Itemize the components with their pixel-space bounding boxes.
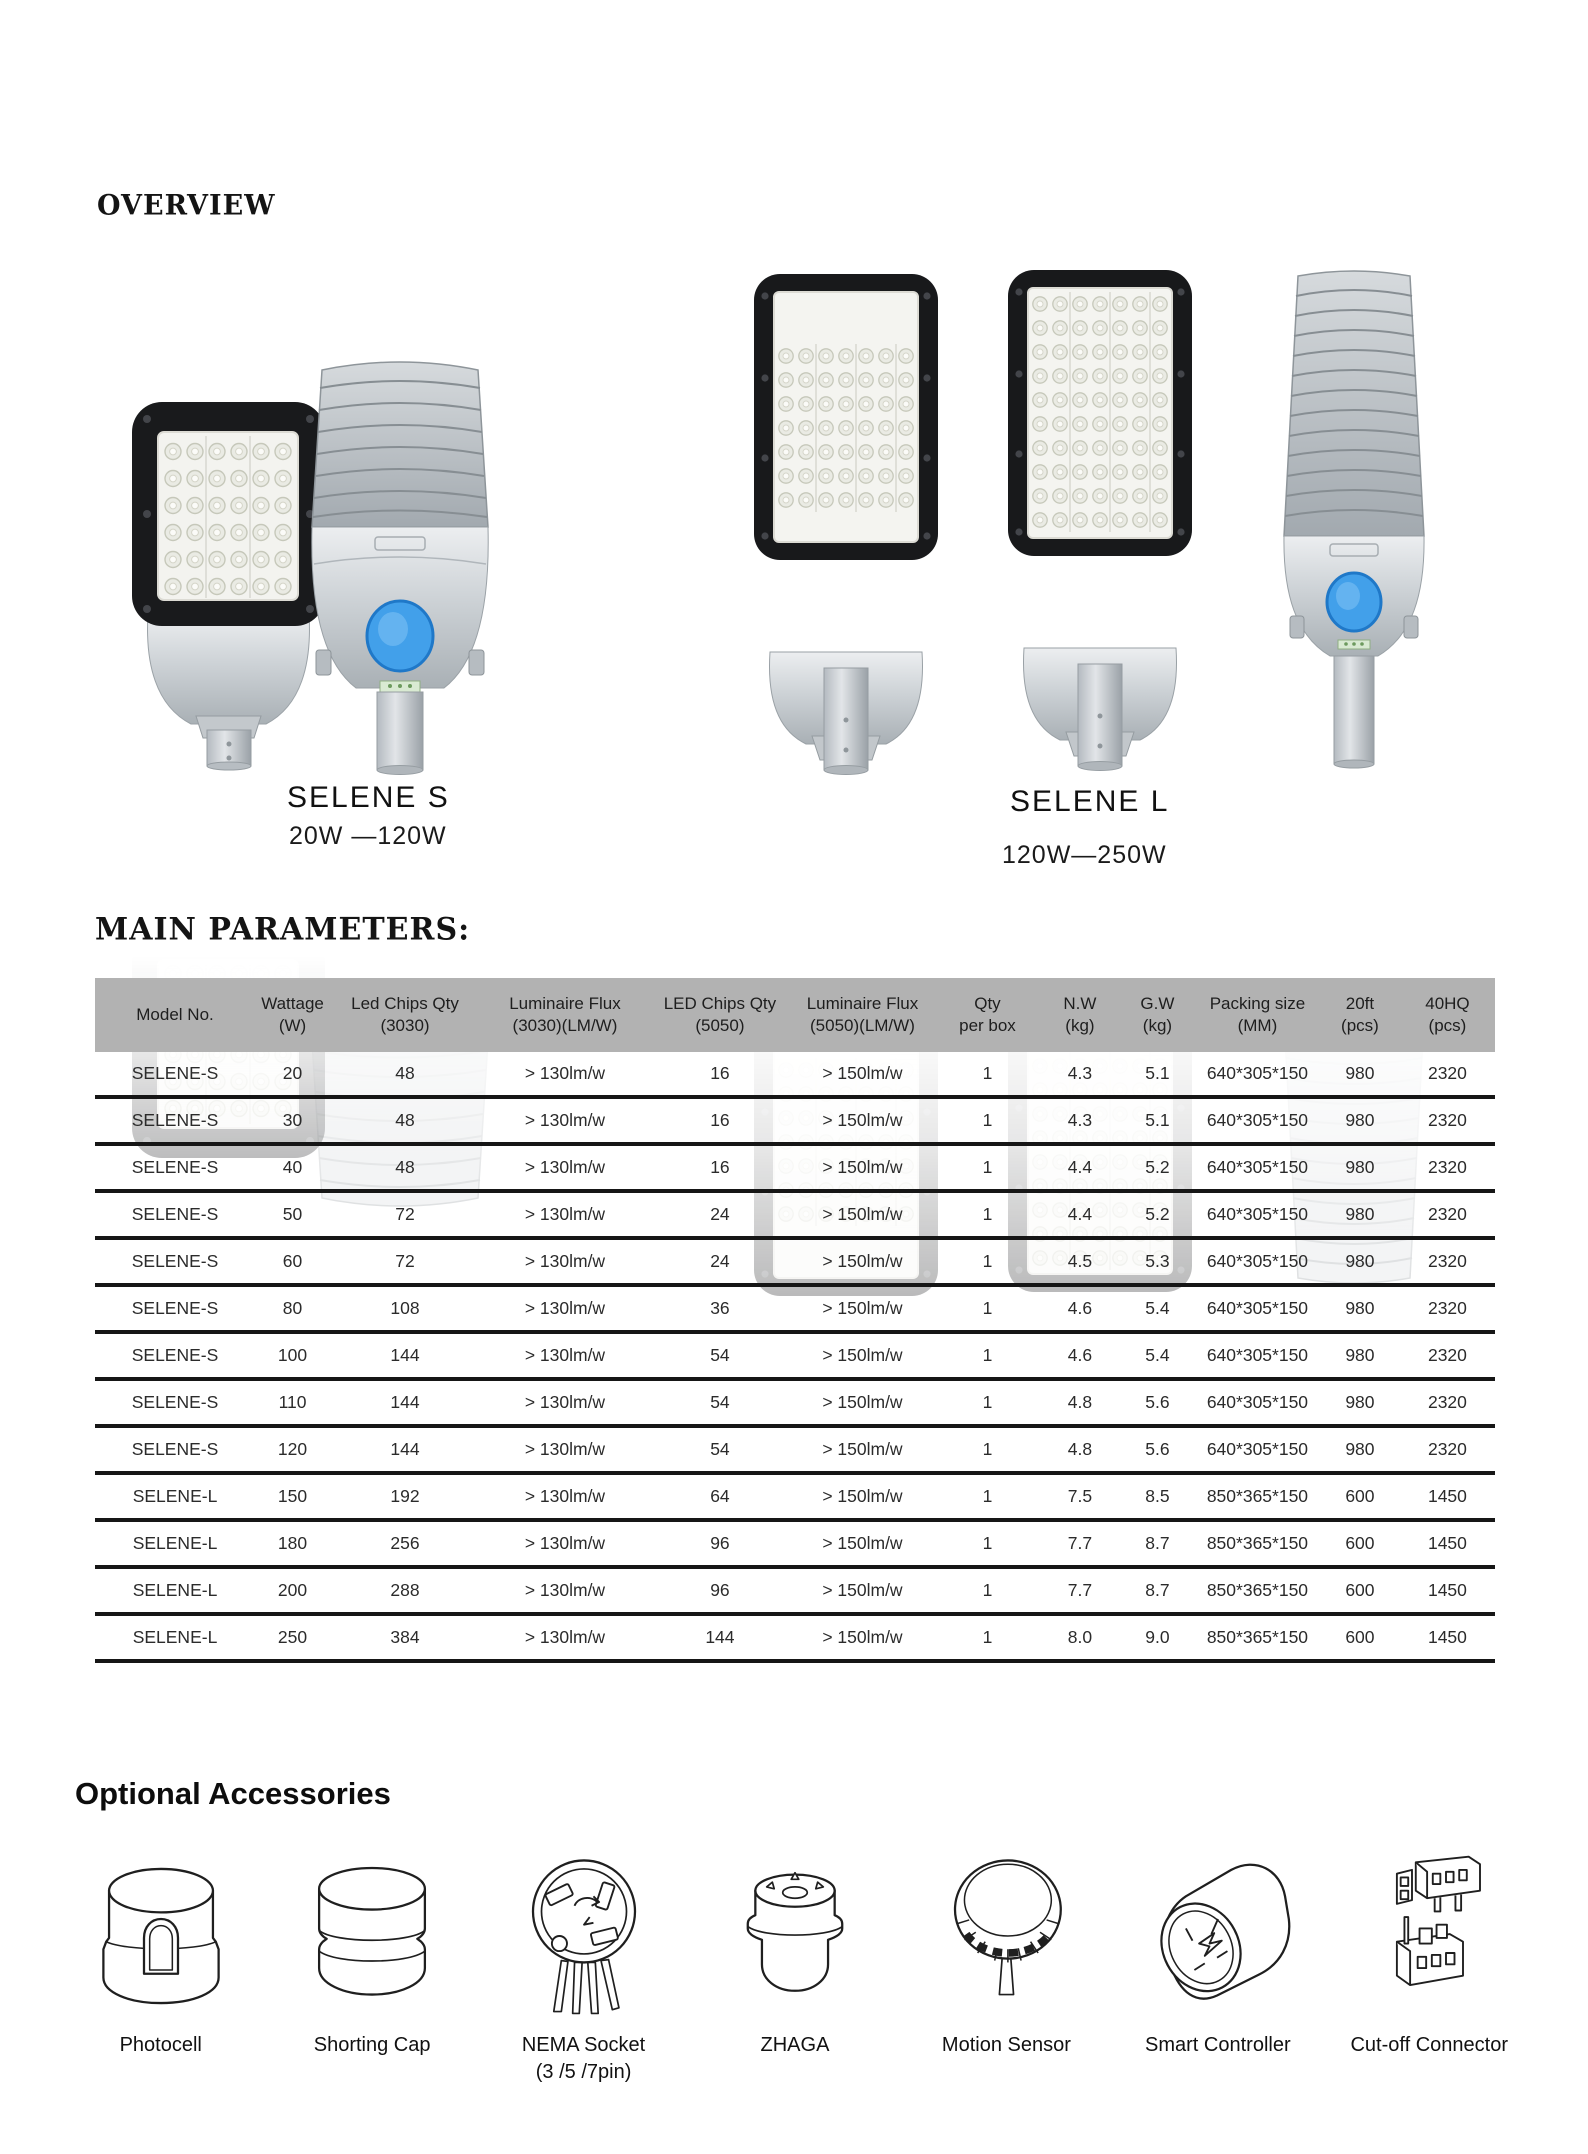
table-cell: 1	[935, 1473, 1040, 1520]
table-cell: > 150lm/w	[790, 1285, 935, 1332]
table-cell: 850*365*150	[1195, 1567, 1320, 1614]
table-cell: 8.7	[1120, 1520, 1195, 1567]
table-cell: 5.3	[1120, 1238, 1195, 1285]
table-row	[95, 1238, 1495, 1285]
table-row	[95, 1567, 1495, 1614]
table-cell: > 130lm/w	[480, 1473, 650, 1520]
table-row	[95, 1144, 1495, 1191]
table-cell: > 150lm/w	[790, 1567, 935, 1614]
table-cell: 2320	[1400, 1379, 1495, 1426]
table-cell: > 150lm/w	[790, 1614, 935, 1661]
table-row	[95, 1520, 1495, 1567]
table-cell: > 150lm/w	[790, 1332, 935, 1379]
table-cell: 60	[255, 1238, 330, 1285]
table-row	[95, 1191, 1495, 1238]
table-cell: 5.2	[1120, 1144, 1195, 1191]
table-cell: 192	[330, 1473, 480, 1520]
table-cell: 30	[255, 1097, 330, 1144]
table-cell: 50	[255, 1191, 330, 1238]
table-cell: 600	[1320, 1520, 1400, 1567]
table-cell: 200	[255, 1567, 330, 1614]
table-cell: 256	[330, 1520, 480, 1567]
table-cell: 144	[330, 1379, 480, 1426]
selene-l-front-image-2	[1006, 268, 1194, 778]
shorting-cap-icon	[292, 1833, 452, 2021]
accessories-row	[55, 1833, 1535, 2085]
table-cell: 8.0	[1040, 1614, 1120, 1661]
table-cell: 5.2	[1120, 1191, 1195, 1238]
nema-socket-icon	[504, 1833, 664, 2021]
table-cell: 980	[1320, 1238, 1400, 1285]
column-header: Led Chips Qty (3030)	[330, 978, 480, 1052]
table-cell: 4.4	[1040, 1144, 1120, 1191]
table-cell: > 130lm/w	[480, 1520, 650, 1567]
table-cell: 2320	[1400, 1238, 1495, 1285]
table-cell: 80	[255, 1285, 330, 1332]
table-cell: > 150lm/w	[790, 1520, 935, 1567]
table-cell: 1	[935, 1567, 1040, 1614]
table-cell: 850*365*150	[1195, 1473, 1320, 1520]
table-cell: 24	[650, 1191, 790, 1238]
table-cell: 2320	[1400, 1097, 1495, 1144]
table-cell: 2320	[1400, 1285, 1495, 1332]
table-cell: 1450	[1400, 1473, 1495, 1520]
table-cell: > 130lm/w	[480, 1285, 650, 1332]
table-cell: 1	[935, 1144, 1040, 1191]
table-cell: 600	[1320, 1614, 1400, 1661]
column-header: Qty per box	[935, 978, 1040, 1052]
table-cell: > 130lm/w	[480, 1097, 650, 1144]
parameters-table	[95, 978, 1495, 1663]
accessory-photocell	[55, 1833, 266, 2085]
cutoff-connector-icon	[1349, 1833, 1509, 2021]
table-cell: 1	[935, 1238, 1040, 1285]
accessory-smart-controller	[1112, 1833, 1323, 2085]
column-header: Luminaire Flux (3030)(LM/W)	[480, 978, 650, 1052]
table-cell: 980	[1320, 1052, 1400, 1097]
table-header	[95, 978, 1495, 1052]
accessory-label: Shorting Cap	[313, 2034, 431, 2056]
table-cell: 600	[1320, 1473, 1400, 1520]
table-cell: 640*305*150	[1195, 1097, 1320, 1144]
table-cell: > 150lm/w	[790, 1379, 935, 1426]
table-cell: 16	[650, 1052, 790, 1097]
table-cell: 48	[330, 1052, 480, 1097]
table-cell: 1	[935, 1052, 1040, 1097]
table-cell: 5.6	[1120, 1379, 1195, 1426]
table-cell: 1	[935, 1332, 1040, 1379]
accessory-label: ZHAGA	[760, 2034, 830, 2056]
table-cell: 980	[1320, 1379, 1400, 1426]
table-cell: SELENE-S	[95, 1191, 255, 1238]
table-cell: 144	[650, 1614, 790, 1661]
table-row	[95, 1614, 1495, 1661]
table-cell: SELENE-L	[95, 1473, 255, 1520]
table-cell: SELENE-L	[95, 1520, 255, 1567]
table-cell: 100	[255, 1332, 330, 1379]
selene-s-name: SELENE S	[287, 781, 450, 814]
table-cell: 54	[650, 1332, 790, 1379]
table-cell: 9.0	[1120, 1614, 1195, 1661]
accessory-shorting-cap	[266, 1833, 477, 2085]
table-cell: > 150lm/w	[790, 1097, 935, 1144]
table-cell: 600	[1320, 1567, 1400, 1614]
table-cell: 24	[650, 1238, 790, 1285]
table-cell: 250	[255, 1614, 330, 1661]
table-row	[95, 1473, 1495, 1520]
table-cell: 96	[650, 1520, 790, 1567]
table-row	[95, 1426, 1495, 1473]
column-header: LED Chips Qty (5050)	[650, 978, 790, 1052]
table-cell: SELENE-S	[95, 1426, 255, 1473]
table-cell: SELENE-S	[95, 1379, 255, 1426]
table-cell: 288	[330, 1567, 480, 1614]
table-cell: 5.1	[1120, 1097, 1195, 1144]
accessory-zhaga	[689, 1833, 900, 2085]
selene-s-back-image	[280, 352, 520, 781]
accessory-label: Photocell	[119, 2034, 202, 2056]
selene-l-wattage-range: 120W—250W	[1002, 841, 1167, 869]
accessory-label: Smart Controller	[1145, 2034, 1291, 2056]
table-cell: 4.4	[1040, 1191, 1120, 1238]
table-cell: 108	[330, 1285, 480, 1332]
table-cell: 850*365*150	[1195, 1614, 1320, 1661]
table-cell: 640*305*150	[1195, 1379, 1320, 1426]
table-cell: 4.8	[1040, 1426, 1120, 1473]
smart-controller-icon	[1138, 1833, 1298, 2021]
column-header: Wattage (W)	[255, 978, 330, 1052]
table-cell: 4.8	[1040, 1379, 1120, 1426]
table-cell: SELENE-S	[95, 1097, 255, 1144]
table-cell: > 150lm/w	[790, 1238, 935, 1285]
table-cell: 5.4	[1120, 1332, 1195, 1379]
accessory-sublabel: (3 /5 /7pin)	[535, 2061, 632, 2083]
table-cell: 980	[1320, 1097, 1400, 1144]
accessory-label: Motion Sensor	[941, 2034, 1071, 2056]
table-cell: 4.5	[1040, 1238, 1120, 1285]
table-cell: 8.7	[1120, 1567, 1195, 1614]
table-cell: 5.4	[1120, 1285, 1195, 1332]
table-cell: 40	[255, 1144, 330, 1191]
selene-l-back-image	[1258, 264, 1450, 774]
table-cell: > 150lm/w	[790, 1473, 935, 1520]
motion-sensor-icon	[926, 1833, 1086, 2021]
table-cell: 7.7	[1040, 1567, 1120, 1614]
table-cell: > 130lm/w	[480, 1332, 650, 1379]
table-cell: > 130lm/w	[480, 1191, 650, 1238]
table-cell: 4.3	[1040, 1097, 1120, 1144]
table-cell: 1	[935, 1191, 1040, 1238]
column-header: Model No.	[95, 978, 255, 1052]
column-header: 40HQ (pcs)	[1400, 978, 1495, 1052]
table-cell: SELENE-S	[95, 1144, 255, 1191]
table-cell: 4.6	[1040, 1332, 1120, 1379]
table-cell: 640*305*150	[1195, 1238, 1320, 1285]
accessory-nema-socket	[478, 1833, 689, 2085]
table-cell: 2320	[1400, 1426, 1495, 1473]
table-cell: 640*305*150	[1195, 1052, 1320, 1097]
selene-l-front-image-1	[752, 272, 940, 782]
table-cell: 48	[330, 1097, 480, 1144]
table-cell: > 130lm/w	[480, 1614, 650, 1661]
table-cell: 1	[935, 1097, 1040, 1144]
table-cell: 640*305*150	[1195, 1285, 1320, 1332]
table-cell: > 150lm/w	[790, 1144, 935, 1191]
column-header: N.W (kg)	[1040, 978, 1120, 1052]
table-cell: 150	[255, 1473, 330, 1520]
table-cell: 980	[1320, 1191, 1400, 1238]
table-cell: > 130lm/w	[480, 1052, 650, 1097]
table-cell: 8.5	[1120, 1473, 1195, 1520]
table-cell: 2320	[1400, 1052, 1495, 1097]
table-cell: 72	[330, 1238, 480, 1285]
table-cell: 850*365*150	[1195, 1520, 1320, 1567]
table-cell: 5.6	[1120, 1426, 1195, 1473]
accessory-motion-sensor	[901, 1833, 1112, 2085]
column-header: Packing size (MM)	[1195, 978, 1320, 1052]
table-cell: 640*305*150	[1195, 1191, 1320, 1238]
table-row	[95, 1332, 1495, 1379]
table-cell: 1	[935, 1520, 1040, 1567]
table-cell: 16	[650, 1144, 790, 1191]
table-row	[95, 1097, 1495, 1144]
column-header: Luminaire Flux (5050)(LM/W)	[790, 978, 935, 1052]
table-cell: 2320	[1400, 1191, 1495, 1238]
table-row	[95, 1285, 1495, 1332]
accessories-title: Optional Accessories	[75, 1776, 391, 1811]
table-cell: 980	[1320, 1144, 1400, 1191]
table-cell: 1450	[1400, 1614, 1495, 1661]
table-cell: 54	[650, 1426, 790, 1473]
table-cell: 144	[330, 1426, 480, 1473]
table-cell: SELENE-S	[95, 1332, 255, 1379]
accessory-cutoff-connector	[1324, 1833, 1535, 2085]
table-row	[95, 1379, 1495, 1426]
table-cell: 7.7	[1040, 1520, 1120, 1567]
table-cell: > 130lm/w	[480, 1567, 650, 1614]
table-cell: 980	[1320, 1285, 1400, 1332]
table-cell: 16	[650, 1097, 790, 1144]
table-cell: SELENE-L	[95, 1567, 255, 1614]
table-cell: 110	[255, 1379, 330, 1426]
table-cell: 120	[255, 1426, 330, 1473]
accessory-label: NEMA Socket	[521, 2034, 646, 2056]
table-cell: 180	[255, 1520, 330, 1567]
table-cell: > 130lm/w	[480, 1379, 650, 1426]
table-cell: > 130lm/w	[480, 1426, 650, 1473]
overview-title: OVERVIEW	[97, 189, 276, 222]
table-cell: SELENE-S	[95, 1052, 255, 1097]
table-header-row	[95, 978, 1495, 1052]
table-cell: > 130lm/w	[480, 1144, 650, 1191]
table-cell: SELENE-L	[95, 1614, 255, 1661]
table-cell: 384	[330, 1614, 480, 1661]
column-header: G.W (kg)	[1120, 978, 1195, 1052]
table-row	[95, 1052, 1495, 1097]
table-cell: 64	[650, 1473, 790, 1520]
selene-s-wattage-range: 20W —120W	[289, 822, 447, 850]
table-cell: 2320	[1400, 1144, 1495, 1191]
table-cell: 1450	[1400, 1520, 1495, 1567]
table-cell: 144	[330, 1332, 480, 1379]
table-cell: 1	[935, 1426, 1040, 1473]
table-cell: 640*305*150	[1195, 1332, 1320, 1379]
selene-l-name: SELENE L	[1010, 785, 1170, 818]
table-cell: 1450	[1400, 1567, 1495, 1614]
table-cell: 640*305*150	[1195, 1144, 1320, 1191]
main-parameters-title: MAIN PARAMETERS:	[95, 911, 471, 948]
table-cell: > 150lm/w	[790, 1191, 935, 1238]
table-cell: 7.5	[1040, 1473, 1120, 1520]
table-cell: 980	[1320, 1426, 1400, 1473]
table-cell: 4.6	[1040, 1285, 1120, 1332]
table-cell: SELENE-S	[95, 1285, 255, 1332]
table-cell: 5.1	[1120, 1052, 1195, 1097]
table-cell: 4.3	[1040, 1052, 1120, 1097]
table-cell: 1	[935, 1379, 1040, 1426]
table-cell: 1	[935, 1285, 1040, 1332]
table-cell: > 150lm/w	[790, 1426, 935, 1473]
zhaga-icon	[715, 1833, 875, 2021]
accessory-label: Cut-off Connector	[1350, 2034, 1508, 2056]
column-header: 20ft (pcs)	[1320, 978, 1400, 1052]
table-cell: 1	[935, 1614, 1040, 1661]
table-body	[95, 1052, 1495, 1661]
table-cell: 980	[1320, 1332, 1400, 1379]
table-cell: 20	[255, 1052, 330, 1097]
table-cell: > 150lm/w	[790, 1052, 935, 1097]
table-cell: 2320	[1400, 1332, 1495, 1379]
table-cell: SELENE-S	[95, 1238, 255, 1285]
table-cell: 36	[650, 1285, 790, 1332]
table-cell: 640*305*150	[1195, 1426, 1320, 1473]
table-cell: 72	[330, 1191, 480, 1238]
table-cell: 96	[650, 1567, 790, 1614]
table-cell: 54	[650, 1379, 790, 1426]
photocell-icon	[81, 1833, 241, 2021]
table-cell: > 130lm/w	[480, 1238, 650, 1285]
table-cell: 48	[330, 1144, 480, 1191]
